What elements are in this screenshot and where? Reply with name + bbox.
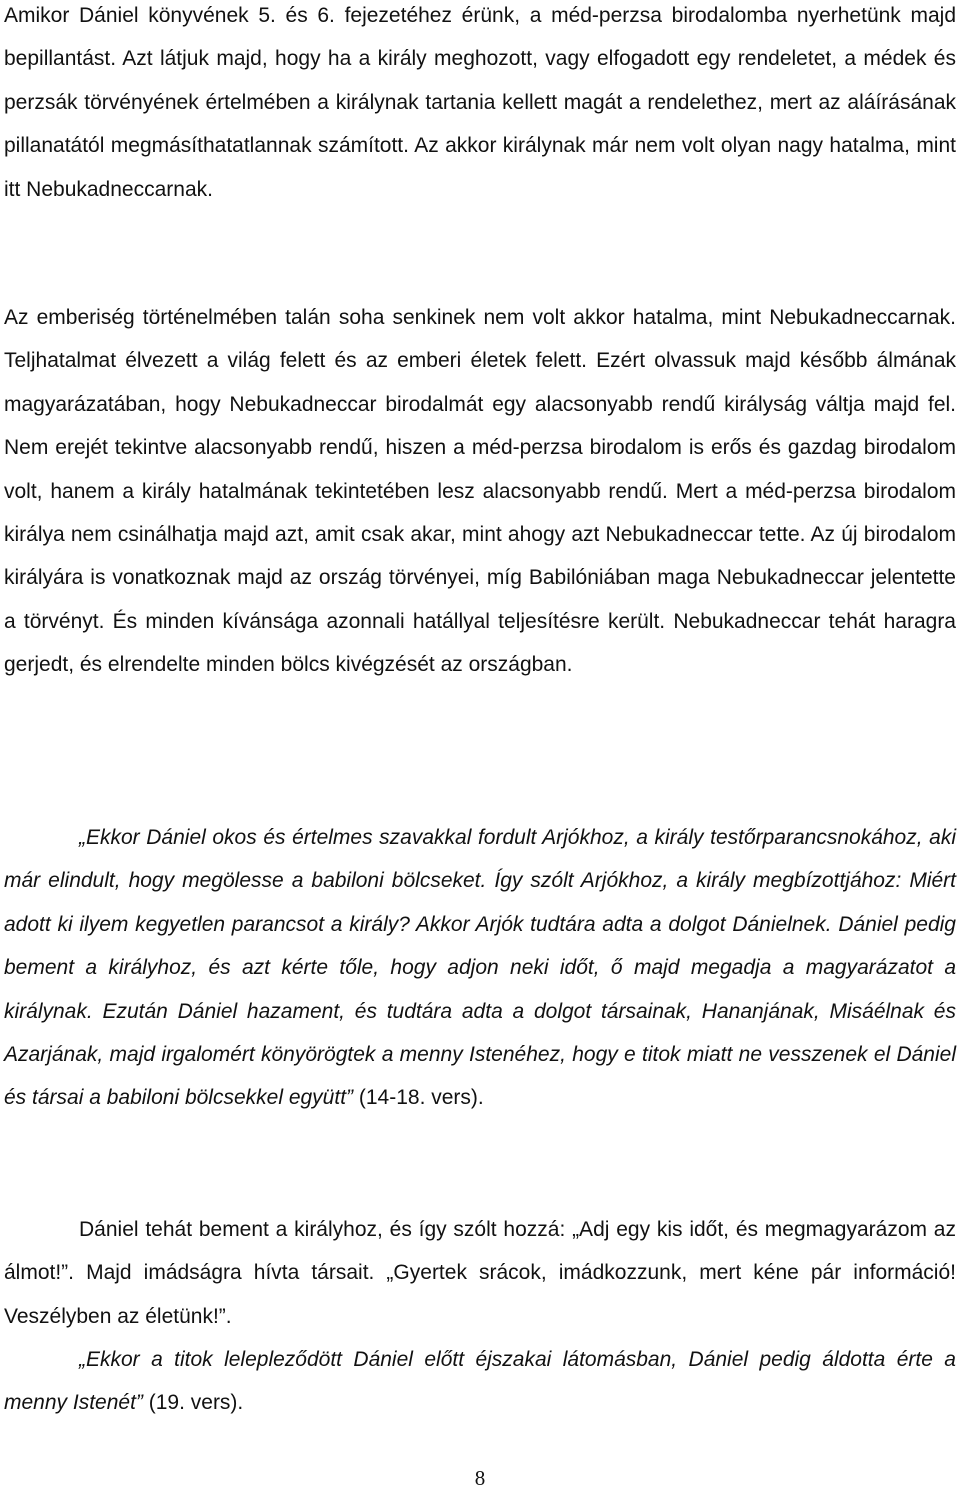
paragraph-4 bbox=[4, 1208, 956, 1338]
bible-quote-14-18: „Ekkor Dániel okos és értelmes szavakkal fordult Arjókhoz, a király testőrparancsnokához, aki már elindult, hogy megölesse a babiloni bölcseket. Így szólt Arjókhoz, a király megbízottjához: Miért adott ki ilyem kegyetlen parancsot a király? Akkor Arjók tudtára adta a dolgot Dánielnek. Dániel pedig bement a királyhoz, és azt kérte tőle, hogy adjon neki időt, ő majd megadja a magyarázatot a királynak. Ezután Dániel hazament, és tudtára adta a dolgot társainak, Hananjának, Misáélnak és Azarjának, majd irgalomért könyörögtek a menny Istenéhez, hogy e titok miatt ne vesszenek el Dániel és társai a babiloni bölcsekkel együtt” bbox=[4, 826, 956, 1110]
paragraph-2-text: Az emberiség történelmében talán soha senkinek nem volt akkor hatalma, mint Nebukadneccarnak. Teljhatalmat élvezett a világ felett és az emberi életek felett. Ezért olvassuk majd később álmának magyarázatában, hogy Nebukadneccar birodalmát egy alacsonyabb rendű királyság váltja majd fel. Nem erejét tekintve alacsonyabb rendű, hiszen a méd-perzsa birodalom is erős és gazdag birodalom volt, hanem a király hatalmának tekintetében lesz alacsonyabb rendű. Mert a méd-perzsa birodalom királya nem csinálhatja majd azt, amit csak akar, mint ahogy azt Nebukadneccar tette. Az új birodalom királyára is vonatkoznak majd az ország törvényei, míg Babilóniában maga Nebukadneccar jelentette a törvényt. És minden kívánsága azonnali hatállyal teljesítésre került. Nebukadneccar tehát haragra gerjedt, és elrendelte minden bölcs kivégzését az országban. bbox=[4, 306, 956, 677]
paragraph-3-quote bbox=[4, 816, 956, 1120]
paragraph-5-quote bbox=[4, 1338, 956, 1425]
paragraph-2 bbox=[4, 296, 956, 687]
page-number: 8 bbox=[474, 1466, 486, 1490]
verse-reference-19: (19. vers). bbox=[142, 1391, 244, 1415]
paragraph-4-text: Dániel tehát bement a királyhoz, és így szólt hozzá: „Adj egy kis időt, és megmagyarázom az álmot!”. Majd imádságra hívta társait. „Gyertek srácok, imádkozzunk, mert kéne pár információ! Veszélyben az életünk!”. bbox=[4, 1218, 956, 1328]
bible-quote-19: „Ekkor a titok lelepleződött Dániel előtt éjszakai látomásban, Dániel pedig áldotta érte a menny Istenét” bbox=[4, 1348, 956, 1415]
paragraph-1 bbox=[4, 0, 956, 211]
verse-reference-14-18: (14-18. vers). bbox=[353, 1086, 484, 1110]
paragraph-1-text: Amikor Dániel könyvének 5. és 6. fejezetéhez érünk, a méd-perzsa birodalomba nyerhetünk majd bepillantást. Azt látjuk majd, hogy ha a király meghozott, vagy elfogadott egy rendeletet, a médek és perzsák törvényének értelmében a királynak tartania kellett magát a rendelethez, mert az aláírásának pillanatától megmásíthatatlannak számított. Az akkor királynak már nem volt olyan nagy hatalma, mint itt Nebukadneccarnak. bbox=[4, 4, 956, 201]
